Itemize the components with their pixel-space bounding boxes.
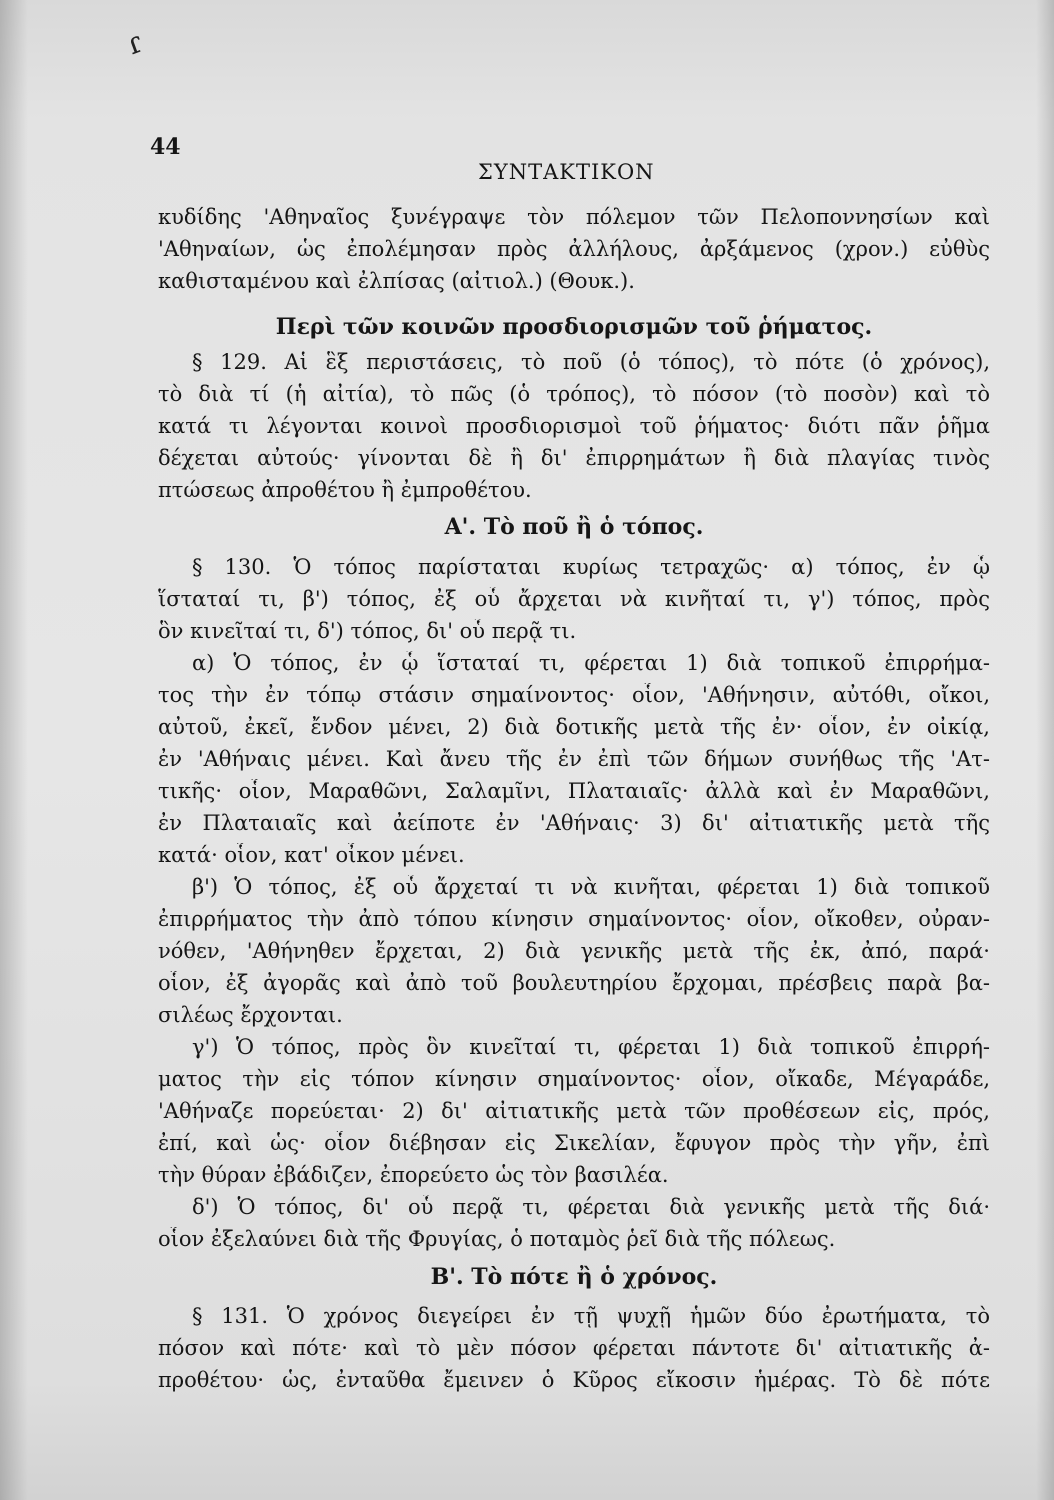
text-line: καθισταμένου καὶ ἐλπίσας (αἰτιολ.) (Θουκ.). — [158, 269, 635, 293]
text-line: προθέτου· ὡς, ἐνταῦθα ἔμεινεν ὁ Κῦρος εἴκοσιν ἡμέρας. Τὸ δὲ πότε — [158, 1368, 990, 1392]
text-line: γ') Ὁ τόπος, πρὸς ὃν κινεῖταί τι, φέρεται 1) διὰ τοπικοῦ ἐπιρρή- — [192, 1035, 990, 1059]
text-line: πόσον καὶ πότε· καὶ τὸ μὲν πόσον φέρεται πάντοτε δι' αἰτιατικῆς ἀ- — [158, 1336, 990, 1360]
section-heading-main: Περὶ τῶν κοινῶν προσδιορισμῶν τοῦ ῥήματος. — [275, 314, 873, 340]
ink-mark: ɾ — [122, 24, 148, 63]
text-line: νόθεν, 'Αθήνηθεν ἔρχεται, 2) διὰ γενικῆς μετὰ τῆς ἐκ, ἀπό, παρά· — [158, 939, 990, 963]
text-line: § 131. Ὁ χρόνος διεγείρει ἐν τῇ ψυχῇ ἡμῶν δύο ἐρωτήματα, τὸ — [192, 1304, 990, 1328]
text-line: κατά· οἷον, κατ' οἶκον μένει. — [158, 843, 465, 867]
text-line: οἷον, ἐξ ἀγορᾶς καὶ ἀπὸ τοῦ βουλευτηρίου ἔρχομαι, πρέσβεις παρὰ βα- — [158, 971, 990, 995]
text-line: β') Ὁ τόπος, ἐξ οὗ ἄρχεταί τι νὰ κινῆται, φέρεται 1) διὰ τοπικοῦ — [192, 875, 990, 899]
text-line: αὐτοῦ, ἐκεῖ, ἔνδον μένει, 2) διὰ δοτικῆς μετὰ τῆς ἐν· οἷον, ἐν οἰκίᾳ, — [158, 715, 990, 739]
page-shadow-right — [1036, 0, 1054, 1500]
text-line: 'Αθηναίων, ὡς ἐπολέμησαν πρὸς ἀλλήλους, ἀρξάμενος (χρον.) εὐθὺς — [158, 237, 990, 261]
text-line: § 130. Ὁ τόπος παρίσταται κυρίως τετραχῶς· α) τόπος, ἐν ᾧ — [192, 555, 990, 579]
section-heading-b: Β'. Τὸ πότε ἢ ὁ χρόνος. — [430, 1264, 718, 1290]
text-line: δέχεται αὐτούς· γίνονται δὲ ἢ δι' ἐπιρρημάτων ἢ διὰ πλαγίας τινὸς — [158, 446, 990, 470]
text-line: τικῆς· οἷον, Μαραθῶνι, Σαλαμῖνι, Πλαταιαῖς· ἀλλὰ καὶ ἐν Μαραθῶνι, — [158, 779, 990, 803]
section-heading-a: Α'. Τὸ ποῦ ἢ ὁ τόπος. — [444, 514, 704, 540]
running-head: ΣΥΝΤΑΚΤΙΚΟΝ — [478, 160, 655, 184]
text-line: ἐν 'Αθήναις μένει. Καὶ ἄνευ τῆς ἐν ἐπὶ τῶν δήμων συνήθως τῆς 'Ατ- — [158, 747, 990, 771]
text-line: ἐν Πλαταιαῖς καὶ ἀείποτε ἐν 'Αθήναις· 3) δι' αἰτιατικῆς μετὰ τῆς — [158, 811, 990, 835]
text-line: ἐπιρρήματος τὴν ἀπὸ τόπου κίνησιν σημαίνοντος· οἷον, οἴκοθεν, οὐραν- — [158, 907, 990, 931]
text-line: κατά τι λέγονται κοινοὶ προσδιορισμοὶ τοῦ ῥήματος· διότι πᾶν ῥῆμα — [158, 414, 990, 438]
text-line: ἵσταταί τι, β') τόπος, ἐξ οὗ ἄρχεται νὰ κινῆταί τι, γ') τόπος, πρὸς — [158, 587, 990, 611]
text-line: § 129. Αἱ ἓξ περιστάσεις, τὸ ποῦ (ὁ τόπος), τὸ πότε (ὁ χρόνος), — [192, 350, 990, 374]
text-line: τος τὴν ἐν τόπῳ στάσιν σημαίνοντος· οἷον, 'Αθήνησιν, αὐτόθι, οἴκοι, — [158, 683, 990, 707]
text-line: ἐπί, καὶ ὡς· οἷον διέβησαν εἰς Σικελίαν, ἔφυγον πρὸς τὴν γῆν, ἐπὶ — [158, 1131, 990, 1155]
text-line: κυδίδης 'Αθηναῖος ξυνέγραψε τὸν πόλεμον τῶν Πελοποννησίων καὶ — [158, 205, 990, 229]
text-line: σιλέως ἔρχονται. — [158, 1003, 343, 1027]
text-line: τὸ διὰ τί (ἡ αἰτία), τὸ πῶς (ὁ τρόπος), τὸ πόσον (τὸ ποσὸν) καὶ τὸ — [158, 382, 990, 406]
text-line: ματος τὴν εἰς τόπον κίνησιν σημαίνοντος· οἷον, οἴκαδε, Μέγαράδε, — [158, 1067, 990, 1091]
page-shadow-left — [0, 0, 28, 1500]
text-line: ὃν κινεῖταί τι, δ') τόπος, δι' οὗ περᾷ τι. — [158, 619, 577, 643]
text-line: πτώσεως ἀπροθέτου ἢ ἐμπροθέτου. — [158, 478, 532, 502]
text-line: οἷον ἐξελαύνει διὰ τῆς Φρυγίας, ὁ ποταμὸς ῥεῖ διὰ τῆς πόλεως. — [158, 1227, 836, 1251]
text-line: δ') Ὁ τόπος, δι' οὗ περᾷ τι, φέρεται διὰ γενικῆς μετὰ τῆς διά· — [192, 1195, 990, 1219]
text-line: α) Ὁ τόπος, ἐν ᾧ ἵσταταί τι, φέρεται 1) διὰ τοπικοῦ ἐπιρρήμα- — [192, 651, 990, 675]
page-number: 44 — [150, 134, 181, 160]
text-line: τὴν θύραν ἐβάδιζεν, ἐπορεύετο ὡς τὸν βασιλέα. — [158, 1163, 669, 1187]
text-line: 'Αθήναζε πορεύεται· 2) δι' αἰτιατικῆς μετὰ τῶν προθέσεων εἰς, πρός, — [158, 1099, 990, 1123]
